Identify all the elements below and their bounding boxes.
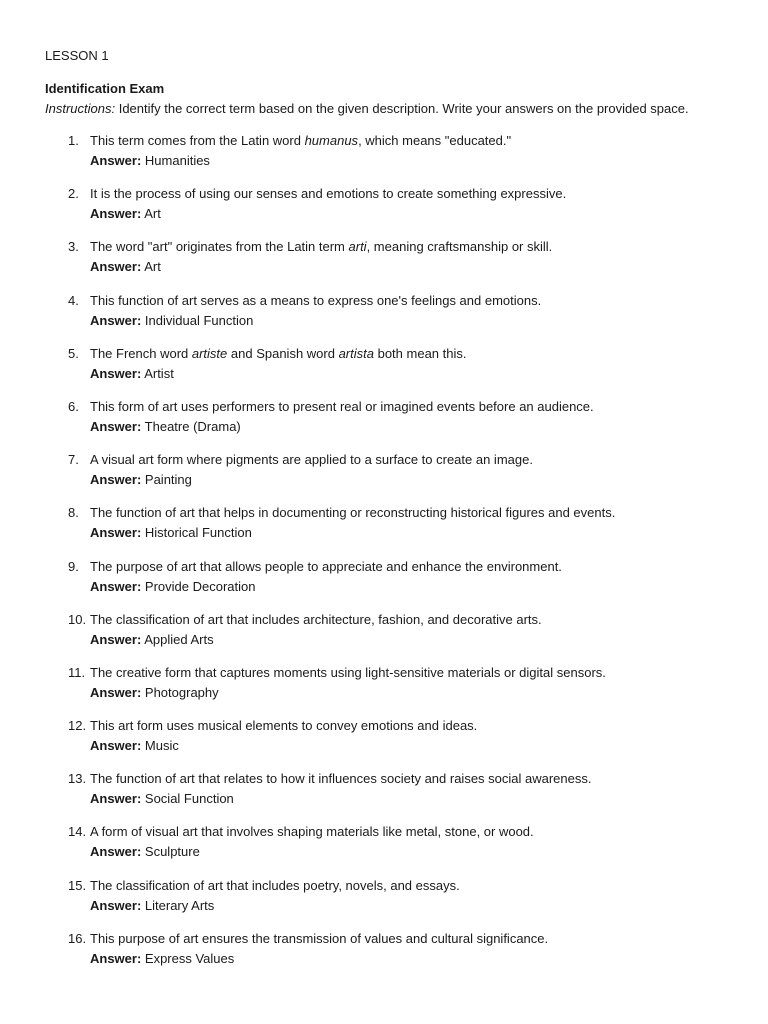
question-text-part: A form of visual art that involves shaping materials like metal, stone, or wood. (90, 824, 534, 840)
question-item (45, 132, 735, 185)
answer-label: Answer: (90, 472, 142, 488)
question-text (90, 292, 735, 310)
question-number: 10. (68, 611, 87, 627)
question-text-part: , which means "educated." (358, 133, 512, 148)
question-text (90, 717, 735, 735)
answer-line (90, 897, 735, 915)
answer-label: Answer: (90, 631, 142, 647)
question-text-part: This purpose of art ensures the transmission of values and cultural significance. (90, 930, 549, 946)
question-number: 11. (68, 664, 86, 680)
question-number: 14. (68, 824, 87, 840)
question-text (90, 132, 735, 150)
question-text-part: The French word (90, 345, 192, 361)
question-item (45, 611, 735, 664)
question-number: 2. (68, 186, 79, 202)
question-number: 15. (68, 877, 87, 893)
question-text (90, 770, 735, 788)
question-item (45, 558, 735, 611)
question-text-part: This art form uses musical elements to convey emotions and ideas. (90, 718, 478, 734)
question-item (45, 930, 735, 983)
question-italic-term: humanus (304, 133, 359, 148)
document-page (45, 47, 735, 983)
question-text-part: This term comes from the Latin word (90, 133, 305, 148)
question-text-part: The function of art that relates to how it influences society and raises social awareness. (90, 771, 592, 787)
question-text-part: The word "art" originates from the Latin term (90, 239, 349, 255)
answer-label: Answer: (90, 153, 142, 168)
question-item (45, 770, 735, 823)
question-item (45, 664, 735, 717)
answer-label: Answer: (90, 950, 142, 966)
question-text (90, 345, 735, 363)
answer-label: Answer: (90, 684, 142, 700)
answer-value: Literary Arts (141, 897, 215, 913)
answer-line (90, 205, 735, 223)
question-number: 16. (68, 930, 87, 946)
answer-label: Answer: (90, 312, 142, 328)
answer-value: Humanities (141, 153, 210, 168)
question-number: 5. (68, 345, 79, 361)
instructions-label: Instructions: (45, 101, 116, 116)
question-number: 12. (68, 718, 87, 734)
question-text-part: The purpose of art that allows people to appreciate and enhance the environment. (90, 558, 562, 574)
answer-label: Answer: (90, 525, 142, 541)
question-text (90, 558, 735, 576)
question-text (90, 823, 735, 841)
instructions (45, 100, 735, 118)
answer-value: Provide Decoration (141, 578, 256, 594)
answer-line (90, 578, 735, 596)
question-text-part: The function of art that helps in documenting or reconstructing historical figures and events. (90, 505, 616, 521)
question-text-part: A visual art form where pigments are applied to a surface to create an image. (90, 452, 533, 468)
question-italic-term: artiste (191, 345, 228, 361)
question-text-part: This function of art serves as a means to express one's feelings and emotions. (90, 292, 542, 308)
question-number: 3. (68, 239, 79, 255)
answer-value: Social Function (141, 791, 234, 807)
answer-label: Answer: (90, 365, 142, 381)
answer-line (90, 152, 735, 170)
answer-line (90, 418, 735, 436)
answer-label: Answer: (90, 791, 142, 807)
answer-line (90, 631, 735, 649)
question-text-part: It is the process of using our senses and emotions to create something expressive. (90, 186, 567, 202)
exam-title: Identification Exam (45, 81, 165, 96)
question-text-part: and Spanish word (227, 345, 339, 361)
answer-line (90, 843, 735, 861)
question-number: 8. (68, 505, 79, 521)
answer-line (90, 312, 735, 330)
question-list (45, 132, 735, 983)
question-item (45, 398, 735, 451)
answer-value: Music (141, 738, 179, 754)
answer-value: Sculpture (141, 844, 200, 860)
question-number: 4. (68, 292, 79, 308)
question-italic-term: arti (348, 239, 367, 255)
answer-line (90, 365, 735, 383)
answer-label: Answer: (90, 259, 142, 275)
question-text (90, 451, 735, 469)
question-item (45, 451, 735, 504)
question-item (45, 345, 735, 398)
question-text (90, 664, 735, 682)
answer-label: Answer: (90, 844, 142, 860)
question-text (90, 238, 735, 256)
answer-value: Applied Arts (141, 631, 214, 647)
question-number: 1. (68, 133, 79, 148)
question-item (45, 292, 735, 345)
answer-value: Painting (141, 472, 192, 488)
question-number: 7. (68, 452, 79, 468)
question-text (90, 611, 735, 629)
answer-value: Artist (141, 365, 174, 381)
answer-line (90, 524, 735, 542)
question-text-part: The creative form that captures moments using light-sensitive materials or digital sensors. (90, 664, 606, 680)
question-item (45, 504, 735, 557)
answer-value: Individual Function (141, 312, 254, 328)
answer-value: Photography (141, 684, 219, 700)
instructions-text: Identify the correct term based on the given description. Write your answers on the provided space. (115, 101, 689, 116)
question-number: 6. (68, 398, 79, 414)
answer-line (90, 950, 735, 968)
answer-line (90, 471, 735, 489)
question-item (45, 877, 735, 930)
question-text-part: , meaning craftsmanship or skill. (366, 239, 553, 255)
question-item (45, 823, 735, 876)
answer-label: Answer: (90, 578, 142, 594)
answer-line (90, 684, 735, 702)
question-text-part: The classification of art that includes poetry, novels, and essays. (90, 877, 460, 893)
question-number: 9. (68, 558, 79, 574)
answer-value: Art (141, 259, 161, 275)
question-text-part: This form of art uses performers to present real or imagined events before an audience. (90, 398, 594, 414)
question-text (90, 930, 735, 948)
question-text-part: The classification of art that includes architecture, fashion, and decorative arts. (90, 611, 542, 627)
question-text-part: both mean this. (373, 345, 467, 361)
question-text (90, 504, 735, 522)
answer-label: Answer: (90, 418, 142, 434)
question-number: 13. (68, 771, 87, 787)
question-item (45, 238, 735, 291)
answer-line (90, 258, 735, 276)
answer-label: Answer: (90, 897, 142, 913)
question-text (90, 877, 735, 895)
lesson-heading: LESSON 1 (45, 48, 109, 63)
question-item (45, 717, 735, 770)
answer-label: Answer: (90, 206, 142, 222)
question-italic-term: artista (338, 345, 374, 361)
answer-line (90, 737, 735, 755)
answer-value: Theatre (Drama) (141, 418, 241, 434)
answer-line (90, 790, 735, 808)
answer-value: Express Values (141, 950, 235, 966)
question-item (45, 185, 735, 238)
question-text (90, 185, 735, 203)
question-text (90, 398, 735, 416)
answer-label: Answer: (90, 738, 142, 754)
answer-value: Historical Function (141, 525, 252, 541)
answer-value: Art (141, 206, 161, 222)
